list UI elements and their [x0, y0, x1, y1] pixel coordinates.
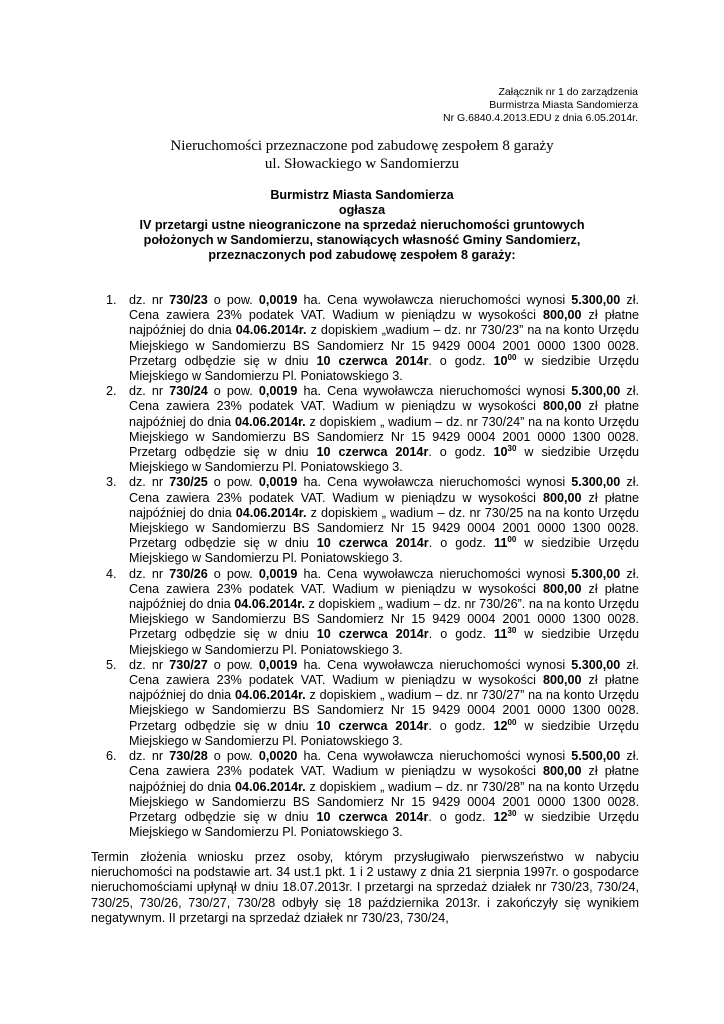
auction-minute: 00: [507, 717, 517, 727]
deposit-deadline: 04.06.2014r.: [234, 597, 305, 612]
item-text: dz. nr 730/23 o pow. 0,0019 ha. Cena wywoławcza nieruchomości wynosi 5.300,00 zł. Cena zawiera 23% podatek VAT. Wadium w pieniądzu w wysokości 800,00 zł płatne najpóźniej do dnia 04.06.2014r. z dopiskiem „wadium – dz. nr 730/23” na na konto Urzędu Miejskiego w Sandomierzu BS Sandomierz Nr 15 9429 0004 2001 0000 1300 0028. Przetarg odbędzie się w dniu 10 czerwca 2014r. o godz. $10^{00}$ w siedzibie Urzędu Miejskiego w Sandomierzu Pl. Poniatowskiego 3.: [129, 293, 640, 384]
deposit-amount: 800,00: [542, 673, 582, 688]
heading-line: ogłasza: [338, 203, 386, 217]
deposit-amount: 800,00: [542, 581, 582, 596]
auction-date: 10 czerwca 2014r: [316, 809, 429, 824]
item-text: dz. nr 730/26 o pow. 0,0019 ha. Cena wywoławcza nieruchomości wynosi 5.300,00 zł. Cena zawiera 23% podatek VAT. Wadium w pieniądzu w wysokości 800,00 zł płatne najpóźniej do dnia 04.06.2014r. z dopiskiem „ wadium – dz. nr 730/26”. na na konto Urzędu Miejskiego w Sandomierzu BS Sandomierz Nr 15 9429 0004 2001 0000 1300 0028. Przetarg odbędzie się w dniu 10 czerwca 2014r. o godz. $11^{30}$ w siedzibie Urzędu Miejskiego w Sandomierzu Pl. Poniatowskiego 3.: [129, 566, 640, 657]
deposit-amount: 800,00: [542, 399, 582, 414]
auction-item: [91, 749, 639, 840]
item-text: dz. nr 730/27 o pow. 0,0019 ha. Cena wywoławcza nieruchomości wynosi 5.300,00 zł. Cena zawiera 23% podatek VAT. Wadium w pieniądzu w wysokości 800,00 zł płatne najpóźniej do dnia 04.06.2014r. z dopiskiem „ wadium – dz. nr 730/27” na na konto Urzędu Miejskiego w Sandomierzu BS Sandomierz Nr 15 9429 0004 2001 0000 1300 0028. Przetarg odbędzie się w dniu 10 czerwca 2014r. o godz. $12^{00}$ w siedzibie Urzędu Miejskiego w Sandomierzu Pl. Poniatowskiego 3.: [129, 657, 640, 748]
item-number: 4.: [106, 566, 117, 581]
auction-hour: 12: [493, 809, 508, 824]
deposit-deadline: 04.06.2014r.: [234, 688, 306, 703]
document-title: [0, 137, 724, 173]
auction-item: [91, 475, 639, 566]
annex-line: Załącznik nr 1 do zarządzenia: [498, 86, 638, 98]
title-line: ul. Słowackiego w Sandomierzu: [264, 156, 460, 172]
auction-hour: 10: [493, 445, 508, 460]
heading-line: przeznaczonych pod zabudowę zespołem 8 garaży:: [208, 248, 516, 262]
plot-area: 0,0019: [258, 657, 298, 672]
item-number: 5.: [106, 657, 117, 672]
heading-line: Burmistrz Miasta Sandomierza: [270, 188, 454, 202]
closing-paragraph: Termin złożenia wniosku przez osoby, którym przysługiwało pierwszeństwo w nabyciu nieruchomości na podstawie art. 34 ust.1 pkt. 1 i 2 ustawy z dnia 21 sierpnia 1997r. o gospodarce nieruchomościami upłynął w dniu 18.07.2013r. I przetargi na sprzedaż działek nr 730/23, 730/24, 730/25, 730/26, 730/27, 730/28 odbyły się 18 października 2013r. i zakończyły się wynikiem negatywnym. II przetargi na sprzedaż działek nr 730/23, 730/24,: [91, 850, 639, 925]
item-number: 2.: [106, 384, 117, 399]
item-text: dz. nr 730/25 o pow. 0,0019 ha. Cena wywoławcza nieruchomości wynosi 5.300,00 zł. Cena zawiera 23% podatek VAT. Wadium w pieniądzu w wysokości 800,00 zł płatne najpóźniej do dnia 04.06.2014r. z dopiskiem „ wadium – dz. nr 730/25 na na konto Urzędu Miejskiego w Sandomierzu BS Sandomierz Nr 15 9429 0004 2001 0000 1300 0028. Przetarg odbędzie się w dniu 10 czerwca 2014r. o godz. $11^{00}$ w siedzibie Urzędu Miejskiego w Sandomierzu Pl. Poniatowskiego 3.: [129, 475, 640, 566]
deposit-amount: 800,00: [542, 764, 582, 779]
announcement-heading: [0, 188, 724, 263]
deposit-deadline: 04.06.2014r.: [235, 323, 307, 338]
starting-price: 5.300,00: [571, 293, 621, 307]
annex-line: Nr G.6840.4.2013.EDU z dnia 6.05.2014r.: [443, 112, 638, 124]
annex-line: Burmistrza Miasta Sandomierza: [489, 99, 638, 111]
plot-area: 0,0019: [258, 293, 298, 307]
plot-number: 730/26: [169, 566, 208, 581]
auction-hour: 10: [493, 353, 508, 368]
starting-price: 5.500,00: [571, 749, 621, 764]
plot-area: 0,0019: [258, 384, 298, 399]
heading-line: położonych w Sandomierzu, stanowiących własność Gminy Sandomierz,: [143, 233, 581, 247]
title-line: Nieruchomości przeznaczone pod zabudowę zespołem 8 garaży: [170, 138, 554, 154]
auction-minute: 30: [507, 626, 517, 636]
item-number: 1.: [106, 293, 117, 307]
auction-item: [91, 384, 639, 475]
plot-number: 730/24: [169, 384, 208, 399]
auction-item: [91, 658, 639, 749]
heading-line: IV przetargi ustne nieograniczone na sprzedaż nieruchomości gruntowych: [139, 218, 585, 232]
item-number: 6.: [106, 749, 117, 764]
auction-minute: 00: [507, 535, 517, 545]
auction-date: 10 czerwca 2014r: [316, 353, 429, 368]
auction-minute: 00: [507, 352, 517, 362]
auction-date: 10 czerwca 2014r: [316, 718, 429, 733]
auction-item: [91, 293, 639, 384]
auction-hour: 12: [493, 718, 508, 733]
auction-minute: 30: [507, 808, 517, 818]
item-number: 3.: [106, 475, 117, 490]
starting-price: 5.300,00: [571, 384, 621, 399]
deposit-amount: 800,00: [542, 490, 582, 505]
item-text: dz. nr 730/28 o pow. 0,0020 ha. Cena wywoławcza nieruchomości wynosi 5.500,00 zł. Cena zawiera 23% podatek VAT. Wadium w pieniądzu w wysokości 800,00 zł płatne najpóźniej do dnia 04.06.2014r. z dopiskiem „ wadium – dz. nr 730/28” na na konto Urzędu Miejskiego w Sandomierzu BS Sandomierz Nr 15 9429 0004 2001 0000 1300 0028. Przetarg odbędzie się w dniu 10 czerwca 2014r. o godz. $12^{30}$ w siedzibie Urzędu Miejskiego w Sandomierzu Pl. Poniatowskiego 3.: [129, 749, 640, 840]
deposit-amount: 800,00: [542, 308, 582, 323]
auction-hour: 11: [494, 627, 508, 642]
deposit-deadline: 04.06.2014r.: [235, 505, 307, 520]
deposit-deadline: 04.06.2014r.: [234, 779, 306, 794]
plot-area: 0,0020: [258, 749, 298, 764]
auction-date: 10 czerwca 2014r: [316, 536, 429, 551]
deposit-deadline: 04.06.2014r.: [234, 414, 306, 429]
starting-price: 5.300,00: [571, 657, 621, 672]
plot-area: 0,0019: [258, 475, 298, 490]
starting-price: 5.300,00: [571, 475, 621, 490]
auction-minute: 30: [507, 444, 517, 454]
starting-price: 5.300,00: [571, 566, 621, 581]
plot-area: 0,0019: [258, 566, 298, 581]
plot-number: 730/28: [169, 749, 208, 764]
plot-number: 730/25: [169, 475, 208, 490]
auction-item: [91, 567, 639, 658]
auction-list: [91, 293, 639, 840]
plot-number: 730/23: [169, 293, 208, 307]
annex-note: [338, 86, 638, 125]
auction-date: 10 czerwca 2014r: [316, 445, 429, 460]
auction-date: 10 czerwca 2014r: [316, 627, 429, 642]
auction-hour: 11: [494, 536, 508, 551]
item-text: dz. nr 730/24 o pow. 0,0019 ha. Cena wywoławcza nieruchomości wynosi 5.300,00 zł. Cena zawiera 23% podatek VAT. Wadium w pieniądzu w wysokości 800,00 zł płatne najpóźniej do dnia 04.06.2014r. z dopiskiem „ wadium – dz. nr 730/24” na na konto Urzędu Miejskiego w Sandomierzu BS Sandomierz Nr 15 9429 0004 2001 0000 1300 0028. Przetarg odbędzie się w dniu 10 czerwca 2014r. o godz. $10^{30}$ w siedzibie Urzędu Miejskiego w Sandomierzu Pl. Poniatowskiego 3.: [129, 384, 640, 475]
plot-number: 730/27: [169, 657, 208, 672]
